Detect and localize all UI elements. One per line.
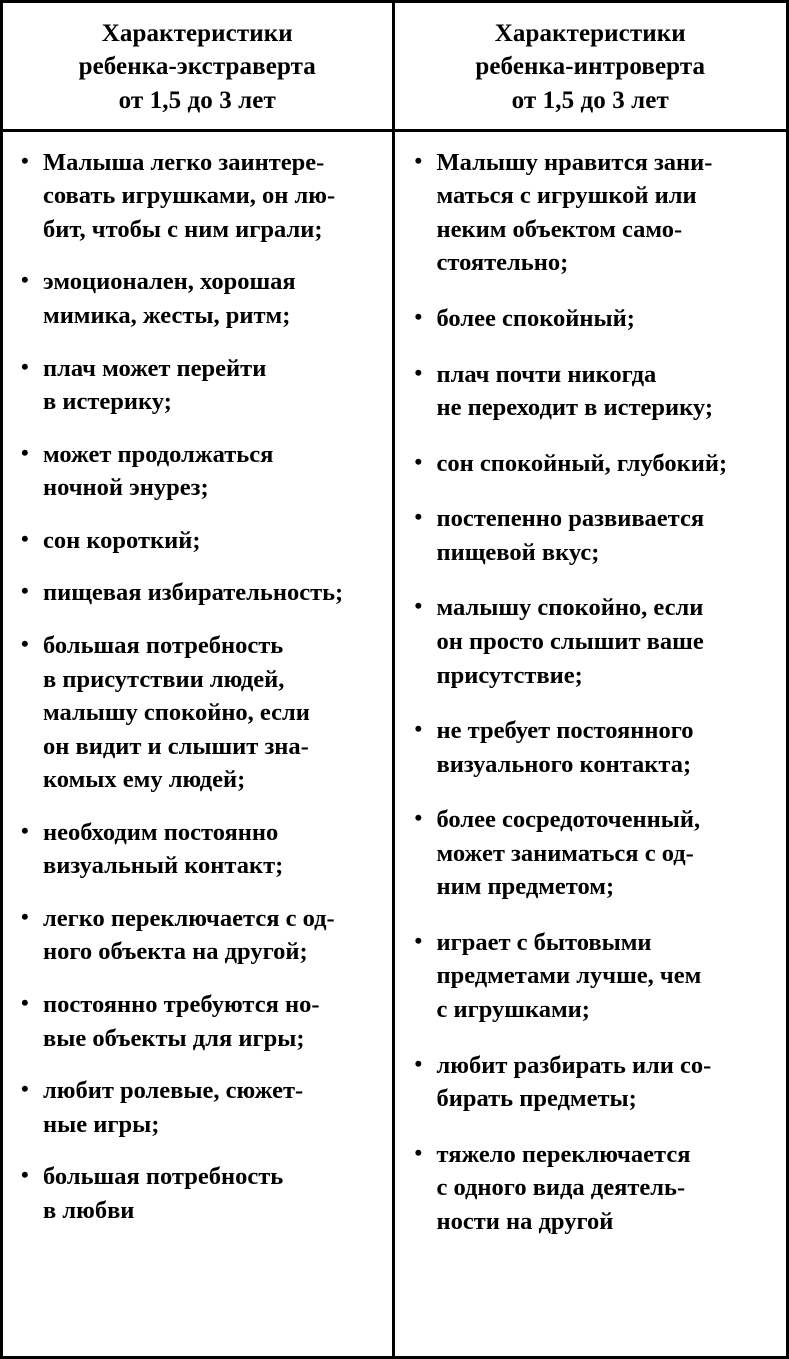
list-item-text	[437, 146, 775, 280]
list-item-line: бит, чтобы с ним играли;	[43, 215, 323, 243]
list-item-line: неким объектом само-	[436, 215, 683, 243]
bullet-icon: •	[414, 593, 423, 619]
list-item	[411, 591, 775, 692]
list-item-text	[437, 591, 775, 692]
list-item-text	[437, 302, 775, 336]
bullet-icon: •	[414, 359, 423, 385]
list-item-line: визуального контакта;	[436, 750, 692, 778]
bullet-icon: •	[21, 439, 29, 465]
list-item-line: ности на другой	[436, 1207, 614, 1235]
list-item	[411, 502, 775, 569]
introvert-traits-list	[411, 146, 775, 1239]
list-item-line: легко переключается с од-	[43, 904, 335, 932]
list-item-text	[437, 502, 775, 569]
table-header-cell-introvert	[395, 3, 787, 129]
list-item-line: с одного вида деятель-	[436, 1174, 686, 1202]
header-line: ребенка-экстраверта	[78, 53, 316, 81]
list-item	[411, 302, 775, 336]
list-item	[17, 438, 380, 505]
table-header-row	[3, 3, 786, 132]
list-item-line: не требует постоянного	[436, 717, 694, 745]
bullet-icon: •	[414, 448, 423, 474]
list-item	[411, 803, 775, 904]
list-item-line: он видит и слышит зна-	[43, 732, 309, 760]
bullet-icon: •	[414, 1139, 423, 1165]
table-body-row	[3, 132, 786, 1356]
list-item-line: визуальный контакт;	[43, 852, 284, 880]
list-item-text	[43, 1074, 380, 1141]
list-item-line: постепенно развивается	[436, 505, 705, 533]
header-line: от 1,5 до 3 лет	[118, 86, 276, 114]
introvert-header-text	[395, 3, 787, 129]
list-item-line: присутствие;	[436, 661, 583, 689]
list-item	[17, 265, 380, 332]
list-item-text	[437, 1049, 775, 1116]
list-item-text	[43, 988, 380, 1055]
list-item-line: большая потребность	[43, 631, 284, 659]
list-item-line: малышу спокойно, если	[436, 594, 704, 622]
bullet-icon: •	[21, 903, 29, 929]
list-item-line: постоянно требуются но-	[43, 991, 320, 1018]
list-item-text	[437, 358, 775, 425]
bullet-icon: •	[21, 817, 29, 843]
header-line: ребенка-интроверта	[475, 53, 706, 81]
list-item	[17, 629, 380, 797]
list-item	[411, 714, 775, 781]
list-item	[17, 576, 380, 610]
list-item-line: ним предметом;	[436, 873, 615, 901]
list-item	[411, 146, 775, 280]
list-item-text	[437, 1138, 775, 1239]
list-item-line: совать игрушками, он лю-	[43, 182, 336, 210]
bullet-icon: •	[21, 525, 29, 551]
list-item-line: более сосредоточенный,	[436, 806, 701, 834]
bullet-icon: •	[414, 716, 423, 742]
bullet-icon: •	[21, 353, 29, 379]
list-item-line: сон спокойный, глубокий;	[436, 449, 728, 477]
list-item-line: тяжело переключается	[436, 1140, 691, 1168]
list-item-line: может продолжаться	[43, 440, 274, 468]
list-item	[411, 1138, 775, 1239]
list-item	[17, 988, 380, 1055]
introvert-traits-list-container	[395, 132, 787, 1356]
list-item-line: в любви	[43, 1196, 135, 1224]
list-item-line: плач может перейти	[43, 354, 267, 382]
list-item	[411, 1049, 775, 1116]
bullet-icon: •	[21, 1162, 29, 1188]
list-item-line: ного объекта на другой;	[43, 938, 308, 966]
list-item-line: бирать предметы;	[436, 1085, 637, 1113]
list-item-text	[437, 926, 775, 1027]
list-item-text	[437, 803, 775, 904]
bullet-icon: •	[21, 267, 29, 293]
table-header-cell-extravert	[3, 3, 395, 129]
list-item-line: в присутствии людей,	[43, 665, 285, 693]
list-item-text	[43, 265, 380, 332]
header-line: от 1,5 до 3 лет	[511, 86, 669, 114]
list-item-line: ные игры;	[43, 1110, 160, 1138]
extravert-traits-list	[17, 146, 380, 1228]
list-item-text	[437, 714, 775, 781]
list-item	[17, 146, 380, 247]
list-item-line: может заниматься с од-	[436, 839, 694, 867]
list-item-line: большая потребность	[43, 1163, 284, 1191]
list-item-text	[437, 447, 775, 481]
list-item	[411, 358, 775, 425]
list-item	[17, 352, 380, 419]
list-item-line: стоятельно;	[436, 249, 569, 277]
bullet-icon: •	[21, 578, 29, 604]
list-item-line: он просто слышит ваше	[436, 627, 704, 655]
list-item-line: эмоционален, хорошая	[43, 268, 296, 296]
list-item	[17, 1074, 380, 1141]
list-item-line: более спокойный;	[436, 305, 635, 332]
bullet-icon: •	[414, 147, 423, 173]
list-item-line: Малыша легко заинтере-	[43, 148, 325, 176]
list-item-line: предметами лучше, чем	[436, 962, 702, 990]
bullet-icon: •	[21, 990, 29, 1015]
list-item	[17, 1160, 380, 1227]
list-item-line: не переходит в истерику;	[436, 394, 713, 422]
list-item-line: необходим постоянно	[43, 818, 279, 846]
list-item-text	[43, 816, 380, 883]
list-item-text	[43, 146, 380, 247]
bullet-icon: •	[414, 504, 423, 530]
list-item-text	[43, 438, 380, 505]
extravert-header-text	[3, 3, 392, 129]
list-item	[17, 524, 380, 558]
list-item-text	[43, 524, 380, 558]
list-item-line: малышу спокойно, если	[43, 699, 310, 727]
header-line: Характеристики	[101, 20, 293, 47]
list-item-line: маться с игрушкой или	[436, 182, 697, 210]
bullet-icon: •	[21, 1076, 29, 1102]
list-item-line: комых ему людей;	[43, 766, 246, 794]
list-item-line: любит разбирать или со-	[436, 1051, 712, 1079]
bullet-icon: •	[414, 1050, 423, 1076]
list-item	[411, 447, 775, 481]
list-item-line: вые объекты для игры;	[43, 1024, 305, 1052]
list-item-text	[43, 1160, 380, 1227]
table-cell-introvert	[395, 132, 787, 1356]
list-item-text	[43, 629, 380, 797]
table-cell-extravert	[3, 132, 395, 1356]
list-item	[411, 926, 775, 1027]
list-item	[17, 816, 380, 883]
extravert-traits-list-container	[3, 132, 392, 1356]
bullet-icon: •	[414, 927, 423, 953]
list-item-line: любит ролевые, сюжет-	[43, 1077, 304, 1105]
header-line: Характеристики	[494, 20, 686, 47]
list-item-line: сон короткий;	[43, 526, 201, 554]
list-item-line: Малышу нравится зани-	[436, 148, 713, 176]
list-item-line: в истерику;	[43, 388, 172, 416]
list-item	[17, 902, 380, 969]
bullet-icon: •	[414, 805, 423, 831]
list-item-line: с игрушками;	[436, 996, 590, 1023]
list-item-line: ночной энурез;	[43, 474, 209, 502]
list-item-line: плач почти никогда	[436, 360, 657, 388]
bullet-icon: •	[21, 147, 29, 173]
bullet-icon: •	[414, 304, 423, 329]
list-item-text	[43, 576, 380, 610]
list-item-text	[43, 902, 380, 969]
list-item-line: пищевая избирательность;	[43, 579, 344, 607]
list-item-line: играет с бытовыми	[436, 928, 652, 956]
list-item-text	[43, 352, 380, 419]
list-item-line: пищевой вкус;	[436, 538, 600, 566]
list-item-line: мимика, жесты, ритм;	[43, 302, 291, 329]
bullet-icon: •	[21, 630, 29, 656]
